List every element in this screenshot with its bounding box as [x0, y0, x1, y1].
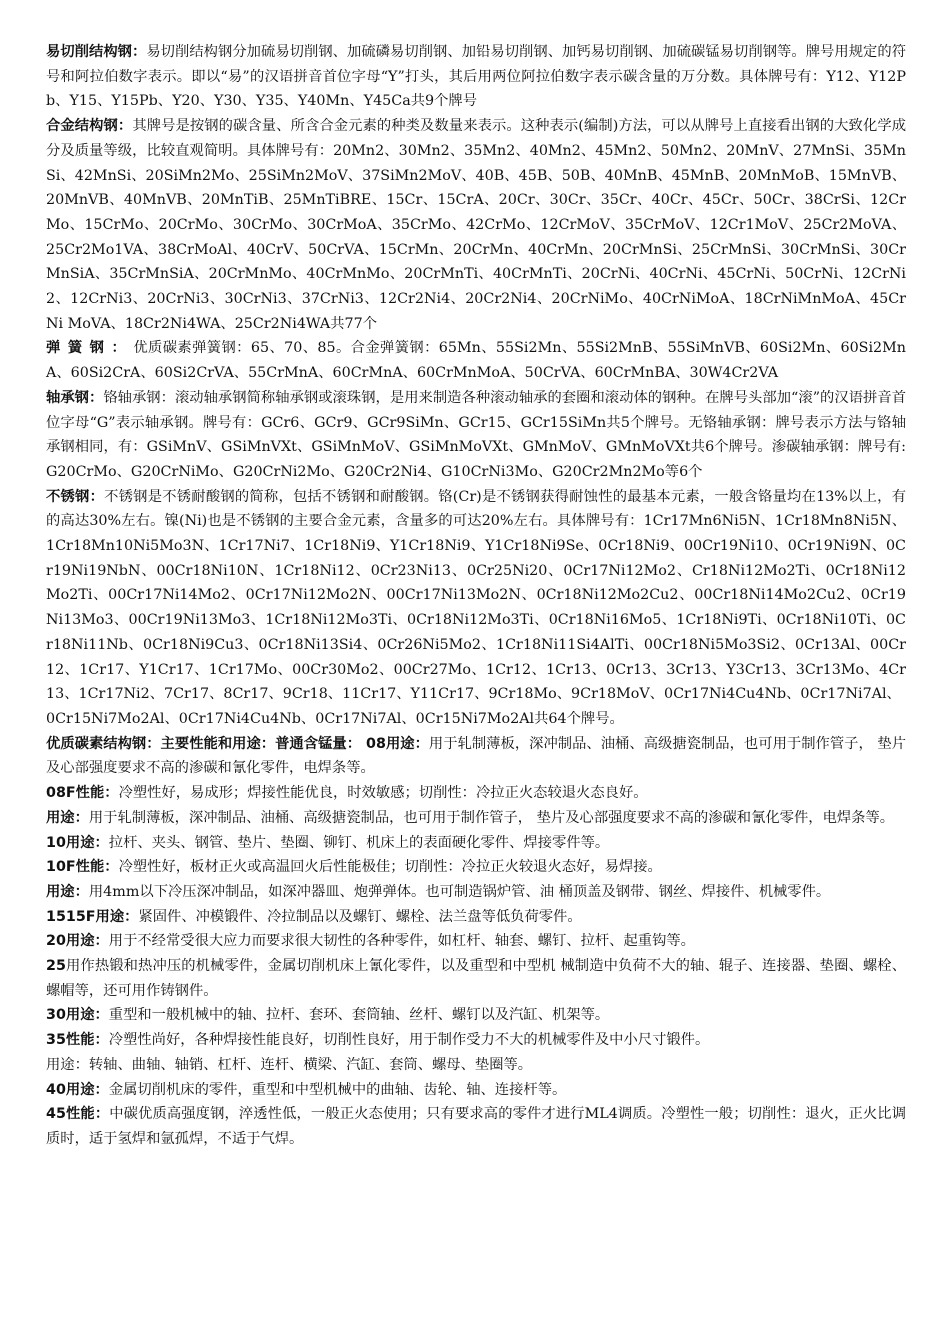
paragraph-carbon-steel-08 [46, 732, 906, 781]
paragraph-08f-uses [46, 806, 906, 831]
heading-bearing-steel: 轴承钢： [46, 389, 104, 406]
paragraph-free-cutting-steel [46, 40, 906, 114]
heading-08f-uses: 用途： [46, 809, 89, 826]
paragraph-stainless-steel [46, 485, 906, 707]
paragraph-10f-properties [46, 855, 906, 880]
paragraph-25-uses [46, 954, 906, 1003]
paragraph-35-properties [46, 1028, 906, 1053]
paragraph-alloy-structural-steel [46, 114, 906, 336]
text-40-uses: 金属切削机床的零件，重型和中型机械中的曲轴、齿轮、轴、连接杆等。 [108, 1081, 567, 1098]
text-08f-uses: 用于轧制薄板，深冲制品、油桶、高级搪瓷制品，也可用于制作管子， 垫片及心部强度要求不高的渗碳和氰化零件，电焊条等。 [88, 809, 895, 826]
heading-stainless-steel: 不锈钢： [46, 488, 105, 505]
text-30-uses: 重型和一般机械中的轴、拉杆、套环、套筒轴、丝杆、螺钉以及汽缸、机架等。 [108, 1007, 610, 1024]
text-stainless-steel-continued: 0Cr15Ni7Mo2Al、0Cr17Ni4Cu4Nb、0Cr17Ni7Al、0Cr15Ni7Mo2Al共64个牌号。 [46, 710, 624, 727]
text-25-uses: 用作热锻和热冲压的机械零件，金属切削机床上氰化零件，以及重型和中型机 械制造中负荷不大的轴、辊子、连接器、垫圈、螺栓、螺帽等，还可用作铸钢件。 [46, 958, 906, 999]
text-10f-uses: 用4mm以下冷压深冲制品，如深冲器皿、炮弹弹体。也可制造锅炉管、油 桶顶盖及钢带、钢丝、焊接件、机械零件。 [88, 883, 831, 900]
text-45-properties: 中碳优质高强度钢，淬透性低，一般正火态使用；只有要求高的零件才进行ML4调质。冷塑性一般；切削性：退火，正火比调质时，适于氢焊和氩孤焊，不适于气焊。 [46, 1106, 906, 1147]
heading-10f-uses: 用途： [46, 883, 89, 900]
text-spring-steel: 优质碳素弹簧钢：65、70、85。合金弹簧钢：65Mn、55Si2Mn、55Si2MnB、55SiMnVB、60Si2Mn、60Si2MnA、60Si2CrA、60Si2CrVA、55CrMnA、60CrMnA、60CrMnMoA、50CrVA、60CrMnBA、30W4Cr2VA [46, 340, 906, 382]
heading-40-uses: 40用途： [46, 1081, 109, 1098]
paragraph-30-uses [46, 1003, 906, 1028]
text-free-cutting-steel: 易切削结构钢分加硫易切削钢、加硫磷易切削钢、加铅易切削钢、加钙易切削钢、加硫碳锰易切削钢等。牌号用规定的符号和阿拉伯数字表示。即以“易”的汉语拼音首位字母“Y”打头，其后用两位阿拉伯数字表示碳含量的万分数。具体牌号有：Y12、Y12Pb、Y15、Y15Pb、Y20、Y30、Y35、Y40Mn、Y45Ca共9个牌号 [46, 44, 907, 110]
heading-20-uses: 20用途： [46, 933, 109, 950]
text-bearing-steel: 铬轴承钢：滚动轴承钢简称轴承钢或滚珠钢，是用来制造各种滚动轴承的套圈和滚动体的钢种。在牌号头部加“滚”的汉语拼音首位字母“G”表示轴承钢。牌号有：GCr6、GCr9、GCr9SiMn、GCr15、GCr15SiMn共5个牌号。无铬轴承钢：牌号表示方法与铬轴承钢相同，有：GSiMnV、GSiMnVXt、GSiMnMoV、GSiMnMoVXt、GMnMoV、GMnMoVXt共6个牌号。渗碳轴承钢：牌号有:G20CrMo、G20CrNiMo、G20CrNi2Mo、G20Cr2Ni4、G10CrNi3Mo、G20Cr2Mn2Mo等6个 [46, 389, 906, 480]
text-1515f-uses: 紧固件、冲模锻件、冷拉制品以及螺钉、螺栓、法兰盘等低负荷零件。 [138, 908, 582, 925]
heading-free-cutting-steel: 易切削结构钢： [46, 44, 147, 60]
heading-alloy-structural-steel: 合金结构钢： [46, 118, 133, 135]
paragraph-08f-properties [46, 781, 906, 806]
paragraph-spring-steel [46, 336, 906, 385]
paragraph-40-uses [46, 1078, 906, 1103]
text-10-uses: 拉杆、夹头、钢管、垫片、垫圈、铆钉、机床上的表面硬化零件、焊接零件等。 [108, 834, 610, 851]
paragraph-45-properties [46, 1102, 906, 1151]
heading-08f-properties: 08F性能： [46, 785, 119, 802]
text-stainless-steel: 不锈钢是不锈耐酸钢的简称，包括不锈钢和耐酸钢。铬(Cr)是不锈钢获得耐蚀性的最基本元素，一般含铬量均在13%以上，有的高达30%左右。镍(Ni)也是不锈钢的主要合金元素，含量多的可达20%左右。具体牌号有：1Cr17Mn6Ni5N、1Cr18Mn8Ni5N、1Cr18Mn10Ni5Mo3N、1Cr17Ni7、1Cr18Ni9、Y1Cr18Ni9、Y1Cr18Ni9Se、0Cr18Ni9、00Cr19Ni10、0Cr19Ni9N、0Cr19Ni19NbN、00Cr18Ni10N、1Cr18Ni12、0Cr23Ni13、0Cr25Ni20、0Cr17Ni12Mo2、Cr18Ni12Mo2Ti、0Cr18Ni12Mo2Ti、00Cr17Ni14Mo2、0Cr17Ni12Mo2N、00Cr17Ni13Mo2N、0Cr18Ni12Mo2Cu2、00Cr18Ni14Mo2Cu2、0Cr19Ni13Mo3、00Cr19Ni13Mo3、1Cr18Ni12Mo3Ti、0Cr18Ni12Mo3Ti、0Cr18Ni16Mo5、1Cr18Ni9Ti、0Cr18Ni10Ti、0Cr18Ni11Nb、0Cr18Ni9Cu3、0Cr18Ni13Si4、0Cr26Ni5Mo2、1Cr18Ni11Si4AlTi、00Cr18Ni5Mo3Si2、0Cr13Al、00Cr12、1Cr17、Y1Cr17、1Cr17Mo、00Cr30Mo2、00Cr27Mo、1Cr12、1Cr13、0Cr13、3Cr13、Y3Cr13、3Cr13Mo、4Cr13、1Cr17Ni2、7Cr17、8Cr17、9Cr18、11Cr17、Y11Cr17、9Cr18Mo、9Cr18MoV、0Cr17Ni4Cu4Nb、0Cr17Ni7Al、 [46, 488, 907, 703]
heading-45-properties: 45性能： [46, 1106, 110, 1123]
text-08f-properties: 冷塑性好，易成形；焊接性能优良，时效敏感；切削性：冷拉正火态较退火态良好。 [118, 785, 648, 802]
heading-spring-steel: 弹簧钢： [46, 340, 134, 357]
heading-35-properties: 35性能： [46, 1032, 109, 1049]
heading-1515f-uses: 1515F用途： [46, 908, 139, 925]
paragraph-35-uses [46, 1053, 906, 1078]
heading-carbon-steel-08: 优质碳素结构钢：主要性能和用途：普通含锰量： 08用途： [46, 735, 429, 752]
heading-10f-properties: 10F性能： [46, 859, 119, 876]
heading-30-uses: 30用途： [46, 1007, 109, 1024]
text-alloy-structural-steel: 其牌号是按钢的碳含量、所含合金元素的种类及数量来表示。这种表示(编制)方法，可以从牌号上直接看出钢的大致化学成分及质量等级，比较直观简明。具体牌号有：20Mn2、30Mn2、35Mn2、40Mn2、45Mn2、50Mn2、20MnV、27MnSi、35MnSi、42MnSi、20SiMn2Mo、25SiMn2MoV、37SiMn2MoV、40B、45B、50B、40MnB、45MnB、20MnMoB、15MnVB、20MnVB、40MnVB、20MnTiB、25MnTiBRE、15Cr、15CrA、20Cr、30Cr、35Cr、40Cr、45Cr、50Cr、38CrSi、12CrMo、15CrMo、20CrMo、30CrMo、30CrMoA、35CrMo、42CrMo、12CrMoV、35CrMoV、12Cr1MoV、25Cr2MoVA、25Cr2Mo1VA、38CrMoAl、40CrV、50CrVA、15CrMn、20CrMn、40CrMn、20CrMnSi、25CrMnSi、30CrMnSi、30CrMnSiA、35CrMnSiA、20CrMnMo、40CrMnMo、20CrMnTi、40CrMnTi、20CrNi、40CrNi、45CrNi、50CrNi、12CrNi2、12CrNi3、20CrNi3、30CrNi3、37CrNi3、12Cr2Ni4、20Cr2Ni4、20CrNiMo、40CrNiMoA、18CrNiMnMoA、45CrNi MoVA、18Cr2Ni4WA、25Cr2Ni4WA共77个 [46, 118, 907, 332]
text-20-uses: 用于不经常受很大应力而要求很大韧性的各种零件，如杠杆、轴套、螺钉、拉杆、起重钩等。 [108, 933, 695, 950]
paragraph-10-uses [46, 831, 906, 856]
text-10f-properties: 冷塑性好，板材正火或高温回火后性能极佳；切削性：冷拉正火较退火态好，易焊接。 [118, 859, 662, 876]
text-35-properties: 冷塑性尚好，各种焊接性能良好，切削性良好，用于制作受力不大的机械零件及中小尺寸锻件。 [108, 1032, 710, 1049]
paragraph-stainless-steel-continued [46, 707, 906, 732]
text-carbon-steel-08: 用于轧制薄板，深冲制品、油桶、高级搪瓷制品，也可用于制作管子， 垫片及心部强度要求不高的渗碳和氰化零件，电焊条等。 [46, 735, 906, 777]
heading-10-uses: 10用途： [46, 834, 109, 851]
paragraph-20-uses [46, 929, 906, 954]
paragraph-1515f-uses [46, 905, 906, 930]
heading-25-uses: 25 [46, 958, 66, 975]
paragraph-10f-uses [46, 880, 906, 905]
text-35-uses: 用途：转轴、曲轴、轴销、杠杆、连杆、横梁、汽缸、套筒、螺母、垫圈等。 [46, 1056, 533, 1073]
paragraph-bearing-steel [46, 386, 906, 485]
